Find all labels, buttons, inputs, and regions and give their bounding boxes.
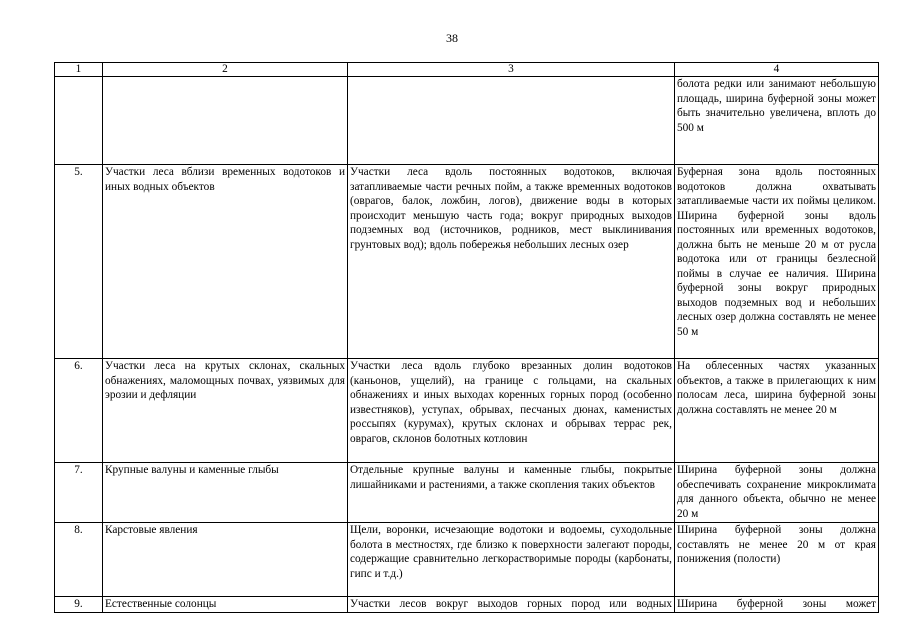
- column-header: 1: [55, 63, 103, 77]
- row-number: 9.: [55, 597, 103, 613]
- table-row: [55, 597, 879, 613]
- object-description: Отдельные крупные валуны и каменные глыбы, покрытые лишайниками и растениями, а также скопления таких объектов: [348, 463, 675, 523]
- object-name: Крупные валуны и каменные глыбы: [103, 463, 348, 523]
- object-name: [103, 77, 348, 165]
- buffer-zone-requirement: На облесенных частях указанных объектов, а также в прилегающих к ним полосам леса, ширина буферной зоны должна составлять не менее 20 м: [675, 359, 879, 463]
- column-header: 2: [103, 63, 348, 77]
- object-description: Участки леса вдоль глубоко врезанных долин водотоков (каньонов, ущелий), на границе с гольцами, на скальных обнажениях и иных выходах коренных горных пород (особенно известняков), уступах, обрывах, песчаных дюнах, каменистых россыпях (курумах), крутых склонах и обрывах террас рек, оврагов, склонов болотных котловин: [348, 359, 675, 463]
- table-row: [55, 77, 879, 165]
- object-name: Участки леса на крутых склонах, скальных обнажениях, маломощных почвах, уязвимых для эрозии и дефляции: [103, 359, 348, 463]
- table-header-row: [55, 63, 879, 77]
- column-header: 3: [348, 63, 675, 77]
- row-number: 6.: [55, 359, 103, 463]
- object-name: Карстовые явления: [103, 523, 348, 597]
- buffer-zones-table: [54, 62, 879, 613]
- buffer-zone-requirement: болота редки или занимают небольшую площадь, ширина буферной зоны может быть значительно увеличена, вплоть до 500 м: [675, 77, 879, 165]
- row-number: 8.: [55, 523, 103, 597]
- row-number: [55, 77, 103, 165]
- buffer-zone-requirement: Ширина буферной зоны должна составлять не менее 20 м от края понижения (полости): [675, 523, 879, 597]
- buffer-zone-requirement: Буферная зона вдоль постоянных водотоков должна охватывать затапливаемые части их поймы целиком. Ширина буферной зоны вдоль постоянных или временных водотоков, должна быть не меньше 20 м от русла водотока или от границы безлесной поймы в случае ее наличия. Ширина буферной зоны вокруг природных выходов подземных вод и небольших лесных озер должна составлять не менее 50 м: [675, 165, 879, 359]
- object-description: Участки леса вдоль постоянных водотоков, включая затапливаемые части речных пойм, а также временных водотоков (оврагов, балок, ложбин, логов), движение воды в которых происходит меньшую часть года; вокруг природных выходов подземных вод (источников, родников, мест выклинивания грунтовых вод); вдоль побережья небольших лесных озер: [348, 165, 675, 359]
- object-name: Участки леса вблизи временных водотоков и иных водных объектов: [103, 165, 348, 359]
- row-number: 5.: [55, 165, 103, 359]
- object-description: Щели, воронки, исчезающие водотоки и водоемы, суходольные болота в местностях, где близко к поверхности залегают породы, содержащие сравнительно легкорастворимые породы (карбонаты, гипс и т.д.): [348, 523, 675, 597]
- table-row: [55, 359, 879, 463]
- table-row: [55, 165, 879, 359]
- object-description: Участки лесов вокруг выходов горных пород или водных: [348, 597, 675, 613]
- column-header: 4: [675, 63, 879, 77]
- table-row: [55, 523, 879, 597]
- buffer-zone-requirement: Ширина буферной зоны должна обеспечивать сохранение микроклимата для данного объекта, обычно не менее 20 м: [675, 463, 879, 523]
- row-number: 7.: [55, 463, 103, 523]
- page-number: 38: [446, 31, 458, 45]
- object-name: Естественные солонцы: [103, 597, 348, 613]
- table-row: [55, 463, 879, 523]
- object-description: [348, 77, 675, 165]
- buffer-zone-requirement: Ширина буферной зоны может: [675, 597, 879, 613]
